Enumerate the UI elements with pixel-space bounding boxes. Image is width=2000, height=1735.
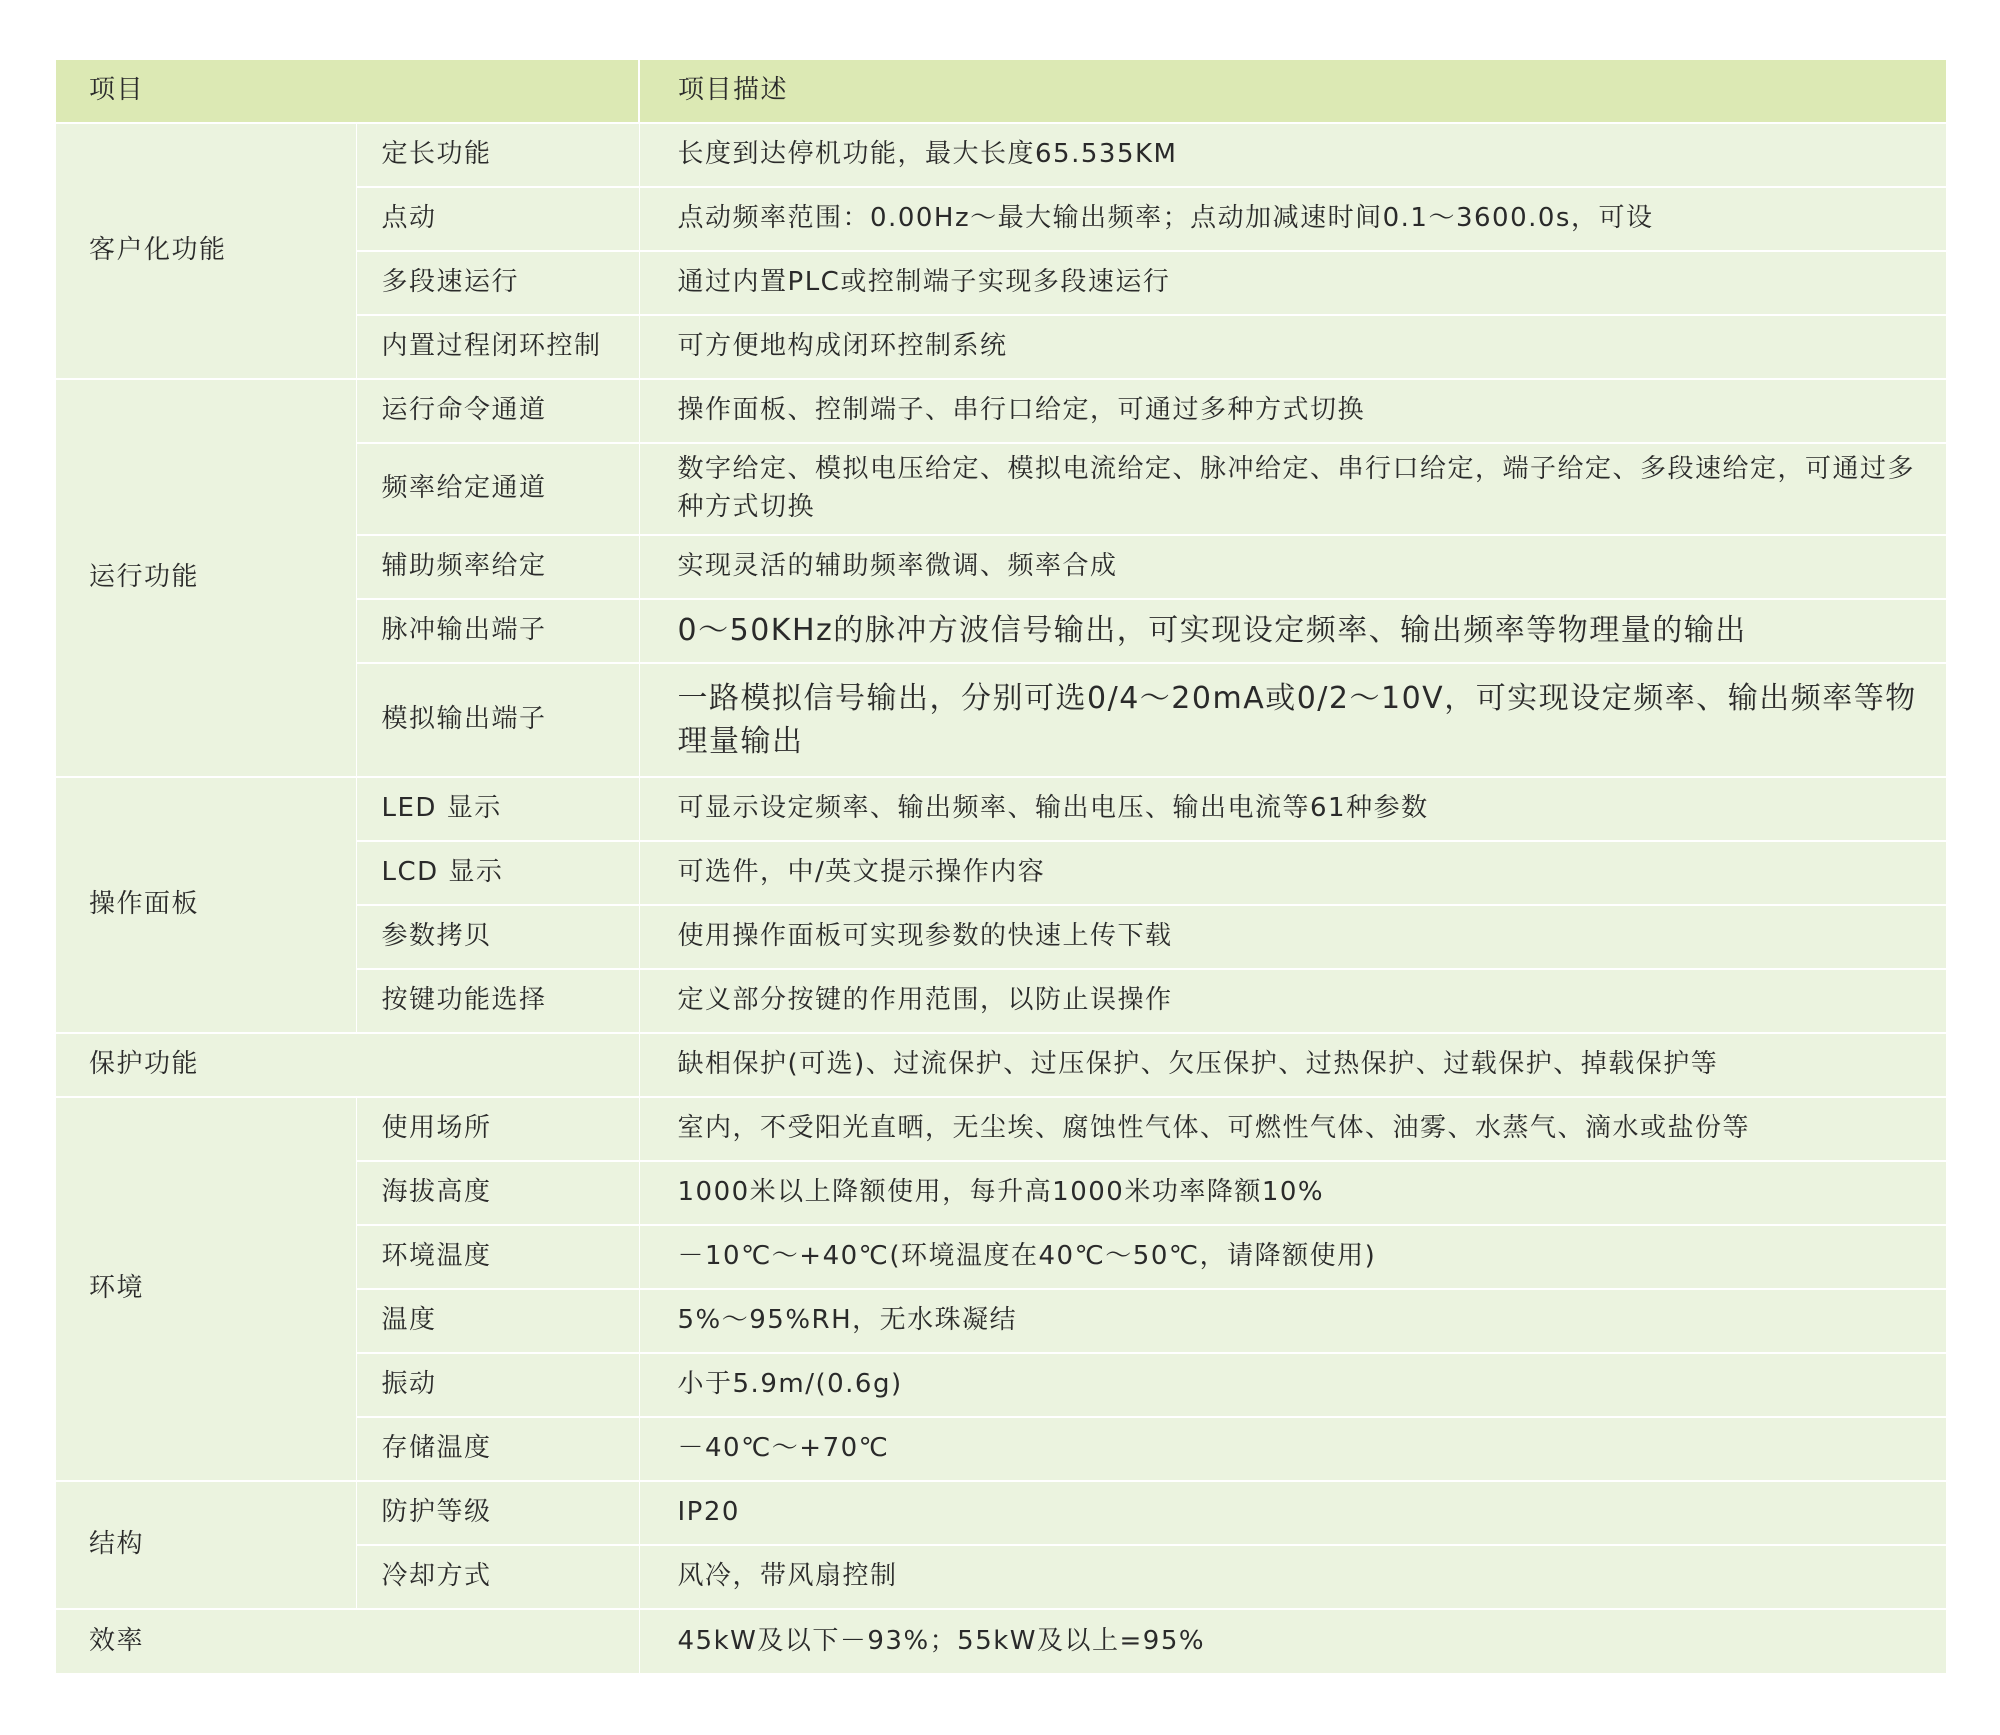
category-cell: 结构 bbox=[56, 1481, 356, 1609]
subitem-cell: 按键功能选择 bbox=[356, 969, 639, 1033]
description-cell: IP20 bbox=[639, 1481, 1946, 1545]
subitem-cell: 运行命令通道 bbox=[356, 379, 639, 443]
subitem-cell: 辅助频率给定 bbox=[356, 535, 639, 599]
subitem-cell: 环境温度 bbox=[356, 1225, 639, 1289]
description-cell: 可显示设定频率、输出频率、输出电压、输出电流等61种参数 bbox=[639, 777, 1946, 841]
subitem-cell: 冷却方式 bbox=[356, 1545, 639, 1609]
subitem-cell: 防护等级 bbox=[356, 1481, 639, 1545]
description-cell: 0～50KHz的脉冲方波信号输出，可实现设定频率、输出频率等物理量的输出 bbox=[639, 599, 1946, 663]
category-cell: 环境 bbox=[56, 1097, 356, 1481]
subitem-cell: 脉冲输出端子 bbox=[356, 599, 639, 663]
description-cell: 使用操作面板可实现参数的快速上传下载 bbox=[639, 905, 1946, 969]
spec-table-wrapper bbox=[56, 60, 1946, 1673]
category-cell: 操作面板 bbox=[56, 777, 356, 1033]
subitem-cell: 参数拷贝 bbox=[356, 905, 639, 969]
subitem-cell: LED 显示 bbox=[356, 777, 639, 841]
subitem-cell: 振动 bbox=[356, 1353, 639, 1417]
subitem-cell: 多段速运行 bbox=[356, 251, 639, 315]
description-cell: －10℃～+40℃(环境温度在40℃～50℃，请降额使用) bbox=[639, 1225, 1946, 1289]
subitem-cell: 频率给定通道 bbox=[356, 443, 639, 535]
table-row bbox=[56, 1097, 1946, 1161]
table-row bbox=[56, 1033, 1946, 1097]
table-row bbox=[56, 1481, 1946, 1545]
subitem-cell: 存储温度 bbox=[356, 1417, 639, 1481]
spec-table bbox=[56, 60, 1946, 1673]
category-cell: 运行功能 bbox=[56, 379, 356, 777]
spec-table-body bbox=[56, 60, 1946, 1673]
description-cell: 小于5.9m/(0.6g) bbox=[639, 1353, 1946, 1417]
subitem-cell: 温度 bbox=[356, 1289, 639, 1353]
header-item: 项目 bbox=[56, 60, 639, 123]
subitem-cell: LCD 显示 bbox=[356, 841, 639, 905]
subitem-cell: 海拔高度 bbox=[356, 1161, 639, 1225]
subitem-cell: 点动 bbox=[356, 187, 639, 251]
description-cell: 5%～95%RH，无水珠凝结 bbox=[639, 1289, 1946, 1353]
description-cell: 风冷，带风扇控制 bbox=[639, 1545, 1946, 1609]
description-cell: 一路模拟信号输出，分别可选0/4～20mA或0/2～10V，可实现设定频率、输出频率等物理量输出 bbox=[639, 663, 1946, 777]
category-cell: 保护功能 bbox=[56, 1033, 639, 1097]
description-cell: 实现灵活的辅助频率微调、频率合成 bbox=[639, 535, 1946, 599]
description-cell: 定义部分按键的作用范围，以防止误操作 bbox=[639, 969, 1946, 1033]
table-row bbox=[56, 1609, 1946, 1673]
subitem-cell: 内置过程闭环控制 bbox=[356, 315, 639, 379]
description-cell: 操作面板、控制端子、串行口给定，可通过多种方式切换 bbox=[639, 379, 1946, 443]
description-cell: 45kW及以下－93%；55kW及以上=95% bbox=[639, 1609, 1946, 1673]
table-row bbox=[56, 123, 1946, 187]
header-description: 项目描述 bbox=[639, 60, 1946, 123]
description-cell: 缺相保护(可选)、过流保护、过压保护、欠压保护、过热保护、过载保护、掉载保护等 bbox=[639, 1033, 1946, 1097]
table-row bbox=[56, 777, 1946, 841]
subitem-cell: 模拟输出端子 bbox=[356, 663, 639, 777]
subitem-cell: 定长功能 bbox=[356, 123, 639, 187]
description-cell: －40℃～+70℃ bbox=[639, 1417, 1946, 1481]
description-cell: 通过内置PLC或控制端子实现多段速运行 bbox=[639, 251, 1946, 315]
description-cell: 数字给定、模拟电压给定、模拟电流给定、脉冲给定、串行口给定，端子给定、多段速给定，可通过多种方式切换 bbox=[639, 443, 1946, 535]
table-row bbox=[56, 379, 1946, 443]
description-cell: 可方便地构成闭环控制系统 bbox=[639, 315, 1946, 379]
description-cell: 点动频率范围：0.00Hz～最大输出频率；点动加减速时间0.1～3600.0s，可设 bbox=[639, 187, 1946, 251]
description-cell: 1000米以上降额使用，每升高1000米功率降额10% bbox=[639, 1161, 1946, 1225]
table-header-row bbox=[56, 60, 1946, 123]
subitem-cell: 使用场所 bbox=[356, 1097, 639, 1161]
description-cell: 可选件，中/英文提示操作内容 bbox=[639, 841, 1946, 905]
description-cell: 室内，不受阳光直晒，无尘埃、腐蚀性气体、可燃性气体、油雾、水蒸气、滴水或盐份等 bbox=[639, 1097, 1946, 1161]
description-cell: 长度到达停机功能，最大长度65.535KM bbox=[639, 123, 1946, 187]
category-cell: 效率 bbox=[56, 1609, 639, 1673]
category-cell: 客户化功能 bbox=[56, 123, 356, 379]
